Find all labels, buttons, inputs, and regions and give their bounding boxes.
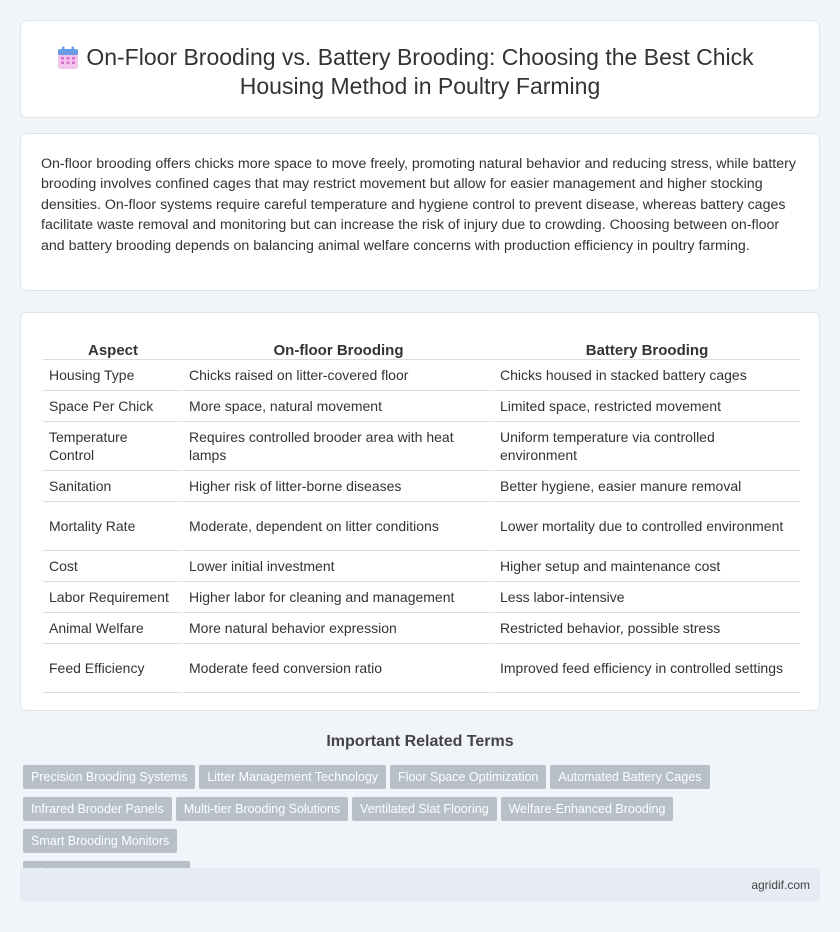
- table-row: [43, 422, 800, 471]
- table-row: [43, 502, 800, 551]
- table-row: [43, 582, 800, 613]
- related-term-tag[interactable]: Litter Management Technology: [199, 765, 386, 789]
- table-cell: Uniform temperature via controlled environment: [494, 422, 800, 471]
- page-title: On-Floor Brooding vs. Battery Brooding: Choosing the Best Chick Housing Method in Poultry Farming: [86, 44, 754, 99]
- related-term-tag[interactable]: Precision Brooding Systems: [23, 765, 195, 789]
- table-cell: Labor Requirement: [43, 582, 183, 613]
- table-cell: Requires controlled brooder area with heat lamps: [183, 422, 494, 471]
- related-term-tag[interactable]: Infrared Brooder Panels: [23, 797, 172, 821]
- table-cell: Higher setup and maintenance cost: [494, 551, 800, 582]
- footer: [20, 868, 820, 902]
- table-cell: Improved feed efficiency in controlled settings: [494, 644, 800, 693]
- column-header-on-floor: On-floor Brooding: [183, 331, 494, 360]
- column-header-aspect: Aspect: [43, 331, 183, 360]
- table-cell: Lower initial investment: [183, 551, 494, 582]
- summary-card: [20, 133, 820, 291]
- table-cell: Lower mortality due to controlled environment: [494, 502, 800, 551]
- table-row: [43, 551, 800, 582]
- site-link[interactable]: agridif.com: [751, 878, 810, 892]
- table-cell: Moderate feed conversion ratio: [183, 644, 494, 693]
- comparison-card: [20, 312, 820, 711]
- table-cell: Temperature Control: [43, 422, 183, 471]
- table-cell: Less labor-intensive: [494, 582, 800, 613]
- table-row: [43, 471, 800, 502]
- table-cell: Sanitation: [43, 471, 183, 502]
- column-header-battery: Battery Brooding: [494, 331, 800, 360]
- table-cell: Space Per Chick: [43, 391, 183, 422]
- table-header-row: [43, 331, 800, 360]
- table-cell: Restricted behavior, possible stress: [494, 613, 800, 644]
- table-cell: Housing Type: [43, 360, 183, 391]
- related-term-tag[interactable]: Multi-tier Brooding Solutions: [176, 797, 348, 821]
- table-cell: More space, natural movement: [183, 391, 494, 422]
- table-cell: Feed Efficiency: [43, 644, 183, 693]
- related-term-tag[interactable]: Welfare-Enhanced Brooding: [501, 797, 674, 821]
- table-cell: Moderate, dependent on litter conditions: [183, 502, 494, 551]
- title-card: [20, 20, 820, 118]
- table-cell: Limited space, restricted movement: [494, 391, 800, 422]
- table-cell: Cost: [43, 551, 183, 582]
- table-row: [43, 360, 800, 391]
- related-terms-heading: Important Related Terms: [326, 733, 514, 750]
- summary-paragraph: On-floor brooding offers chicks more space to move freely, promoting natural behavior and reducing stress, while battery brooding involves confined cages that may restrict movement but allow for easier management and higher stocking densities. On-floor systems require careful temperature and hygiene control to prevent disease, whereas battery cages facilitate waste removal and monitoring but can increase the risk of injury due to crowding. Choosing between on-floor and battery brooding depends on balancing animal welfare concerns with production efficiency in poultry farming.: [41, 156, 796, 254]
- table-cell: Mortality Rate: [43, 502, 183, 551]
- table-cell: Higher risk of litter-borne diseases: [183, 471, 494, 502]
- related-term-tag[interactable]: Ventilated Slat Flooring: [352, 797, 497, 821]
- table-cell: More natural behavior expression: [183, 613, 494, 644]
- table-row: [43, 644, 800, 693]
- table-cell: Animal Welfare: [43, 613, 183, 644]
- comparison-table: [43, 331, 800, 693]
- table-cell: Chicks raised on litter-covered floor: [183, 360, 494, 391]
- table-cell: Higher labor for cleaning and management: [183, 582, 494, 613]
- related-term-tag[interactable]: Automated Battery Cages: [550, 765, 709, 789]
- table-row: [43, 613, 800, 644]
- related-term-tag[interactable]: Smart Brooding Monitors: [23, 829, 177, 853]
- table-cell: Chicks housed in stacked battery cages: [494, 360, 800, 391]
- table-row: [43, 391, 800, 422]
- table-cell: Better hygiene, easier manure removal: [494, 471, 800, 502]
- related-term-tag[interactable]: Floor Space Optimization: [390, 765, 546, 789]
